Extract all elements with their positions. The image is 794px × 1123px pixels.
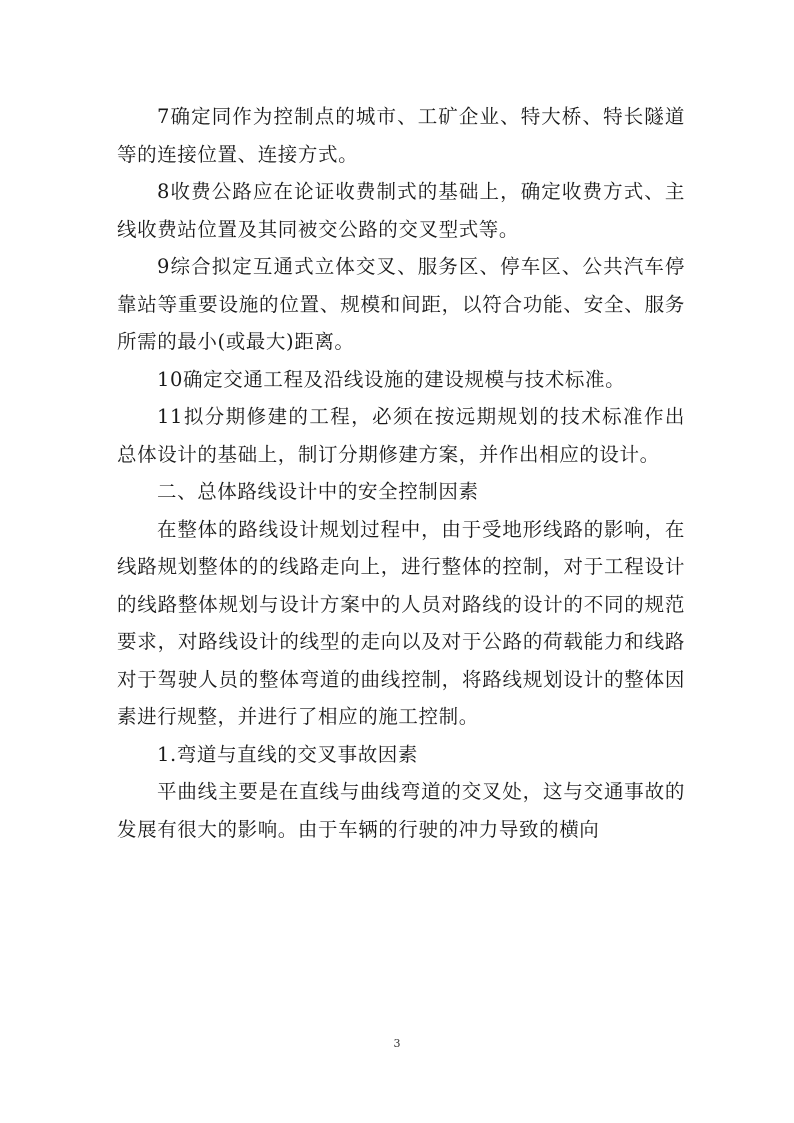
section-intro-paragraph: 在整体的路线设计规划过程中，由于受地形线路的影响，在线路规划整体的的线路走向上，进行整体的控制，对于工程设计的线路整体规划与设计方案中的人员对路线的设计的不同的规范要求，对路线设计的线型的走向以及对于公路的荷载能力和线路对于驾驶人员的整体弯道的曲线控制，将路线规划设计的整体因素进行规整，并进行了相应的施工控制。 — [117, 517, 685, 728]
paragraph-item-8: 8收费公路应在论证收费制式的基础上，确定收费方式、主线收费站位置及其同被交公路的交叉型式等。 — [117, 180, 685, 241]
paragraph-item-9: 9综合拟定互通式立体交叉、服务区、停车区、公共汽车停靠站等重要设施的位置、规模和间距，以符合功能、安全、服务所需的最小(或最大)距离。 — [117, 255, 685, 353]
body-text — [117, 98, 685, 848]
page-number: 3 — [393, 1037, 401, 1050]
section-heading: 二、总体路线设计中的安全控制因素 — [157, 480, 479, 503]
paragraph-item-11: 11拟分期修建的工程，必须在按远期规划的技术标准作出总体设计的基础上，制订分期修建方案，并作出相应的设计。 — [117, 405, 685, 466]
paragraph-item-10: 10确定交通工程及沿线设施的建设规模与技术标准。 — [157, 367, 626, 391]
subsection-heading: 1.弯道与直线的交叉事故因素 — [157, 742, 419, 766]
paragraph-item-7: 7确定同作为控制点的城市、工矿企业、特大桥、特长隧道等的连接位置、连接方式。 — [117, 105, 685, 166]
subsection-paragraph: 平曲线主要是在直线与曲线弯道的交叉处，这与交通事故的发展有很大的影响。由于车辆的行驶的冲力导致的横向 — [117, 780, 685, 841]
